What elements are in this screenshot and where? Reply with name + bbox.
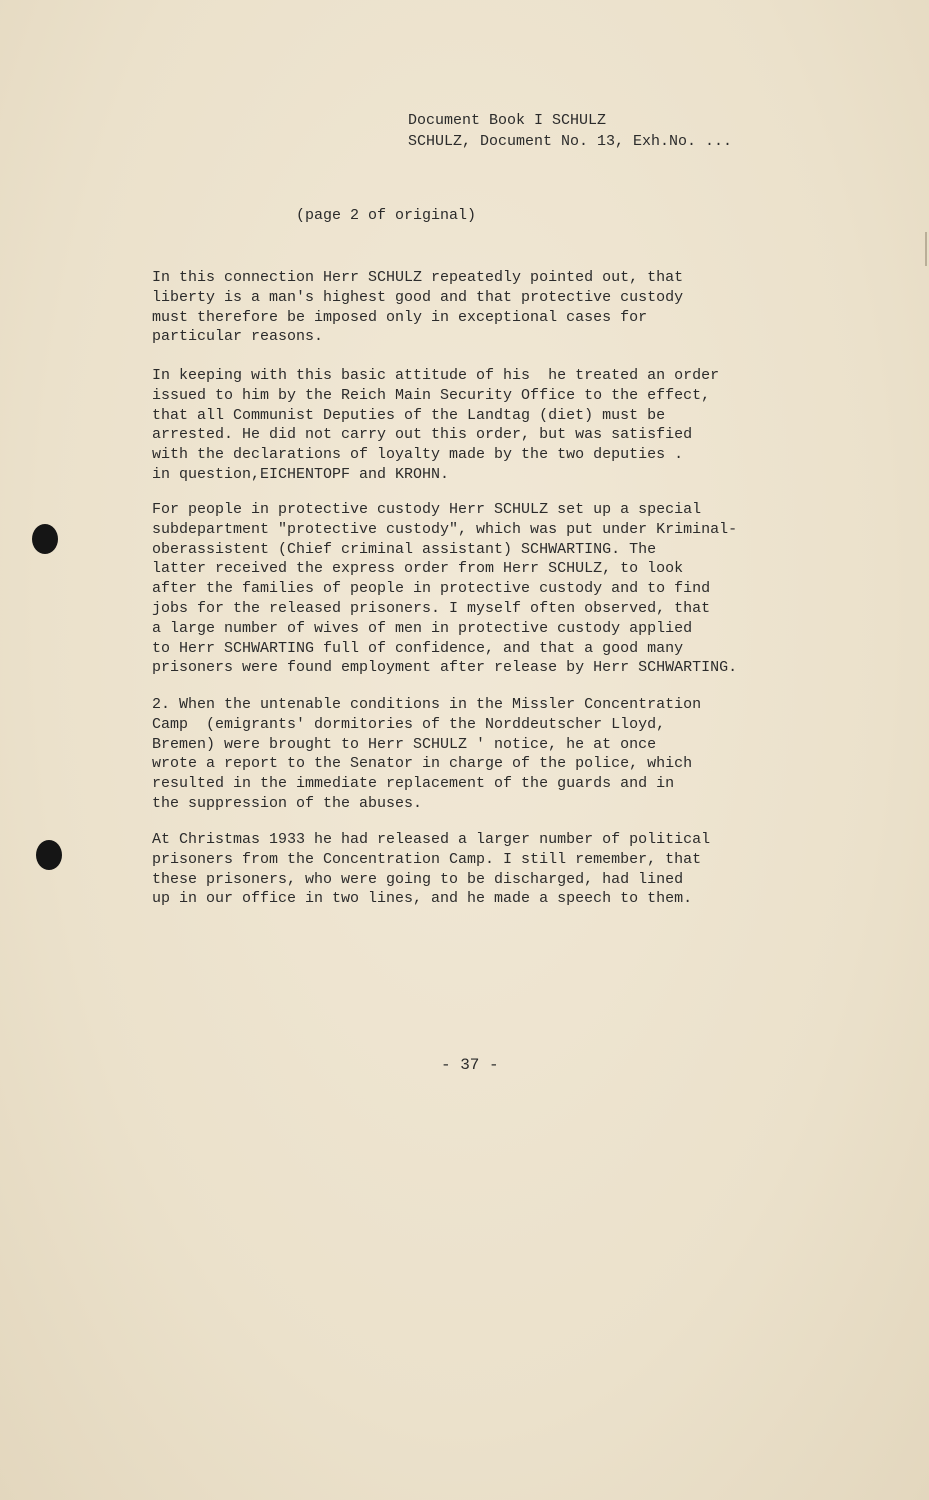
text-line: prisoners were found employment after release by Herr SCHWARTING. xyxy=(152,659,738,677)
paragraph-3 xyxy=(152,500,792,678)
text-line: Bremen) were brought to Herr SCHULZ ' notice, he at once xyxy=(152,735,657,753)
punch-hole-lower xyxy=(36,840,62,870)
header-book-line: Document Book I SCHULZ xyxy=(408,112,607,129)
text-line: latter received the express order from Herr SCHULZ, to look xyxy=(152,560,684,578)
text-line: that all Communist Deputies of the Landtag (diet) must be xyxy=(152,406,666,424)
text-line: Camp (emigrants' dormitories of the Norddeutscher Lloyd, xyxy=(152,715,666,733)
text-line: a large number of wives of men in protective custody applied xyxy=(152,619,693,637)
punch-hole-upper xyxy=(32,524,58,554)
header-document-line: SCHULZ, Document No. 13, Exh.No. ... xyxy=(408,133,733,150)
text-line: jobs for the released prisoners. I myself often observed, that xyxy=(152,599,711,617)
text-line: arrested. He did not carry out this order, but was satisfied xyxy=(152,426,693,444)
text-line: At Christmas 1933 he had released a larger number of political xyxy=(152,831,711,848)
paragraph-1 xyxy=(152,268,792,347)
text-line: these prisoners, who were going to be discharged, had lined xyxy=(152,870,684,888)
text-line: the suppression of the abuses. xyxy=(152,794,423,812)
text-line: issued to him by the Reich Main Security Office to the effect, xyxy=(152,386,711,404)
edge-mark xyxy=(925,232,927,266)
text-line: up in our office in two lines, and he made a speech to them. xyxy=(152,890,693,908)
page-number: - 37 - xyxy=(441,1056,499,1074)
paragraph-5 xyxy=(152,830,792,909)
text-line: after the families of people in protective custody and to find xyxy=(152,580,711,598)
text-line: In keeping with this basic attitude of his he treated an order xyxy=(152,367,720,384)
text-line: oberassistent (Chief criminal assistant) SCHWARTING. The xyxy=(152,540,657,558)
text-line: must therefore be imposed only in exceptional cases for xyxy=(152,308,648,326)
paragraph-4 xyxy=(152,695,792,814)
text-line: For people in protective custody Herr SCHULZ set up a special xyxy=(152,501,702,518)
text-line: to Herr SCHWARTING full of confidence, and that a good many xyxy=(152,639,684,657)
text-line: In this connection Herr SCHULZ repeatedly pointed out, that xyxy=(152,269,684,286)
text-line: with the declarations of loyalty made by the two deputies . xyxy=(152,446,684,464)
text-line: in question,EICHENTOPF and KROHN. xyxy=(152,465,450,483)
text-line: 2. When the untenable conditions in the Missler Concentration xyxy=(152,696,702,713)
paragraph-2 xyxy=(152,366,792,485)
text-line: wrote a report to the Senator in charge of the police, which xyxy=(152,755,693,773)
text-line: resulted in the immediate replacement of the guards and in xyxy=(152,775,675,793)
text-line: prisoners from the Concentration Camp. I still remember, that xyxy=(152,850,702,868)
text-line: liberty is a man's highest good and that protective custody xyxy=(152,288,684,306)
page-of-original-note: (page 2 of original) xyxy=(296,207,477,224)
text-line: particular reasons. xyxy=(152,328,324,346)
text-line: subdepartment "protective custody", which was put under Kriminal- xyxy=(152,520,738,538)
document-header xyxy=(408,110,732,152)
